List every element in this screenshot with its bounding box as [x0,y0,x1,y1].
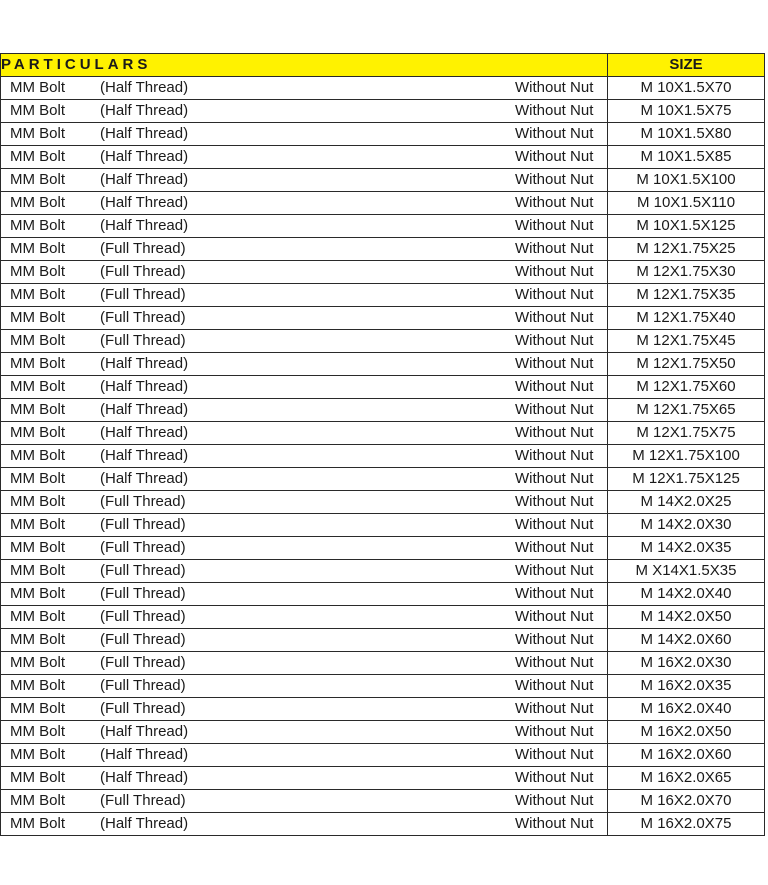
particulars-cell [1,261,608,284]
particulars-cell [1,169,608,192]
nut-option: Without Nut [515,194,594,211]
size-cell: M 10X1.5X70 [608,77,765,100]
nut-option: Without Nut [515,378,594,395]
thread-type: (Half Thread) [100,470,189,487]
thread-type: (Half Thread) [100,125,189,142]
table-row [1,583,765,606]
table-row [1,284,765,307]
item-name: MM Bolt [10,378,66,395]
thread-type: (Half Thread) [100,401,189,418]
table-row [1,445,765,468]
thread-type: (Half Thread) [100,815,189,832]
size-cell: M 10X1.5X80 [608,123,765,146]
table-row [1,537,765,560]
thread-type: (Full Thread) [100,654,186,671]
thread-type: (Half Thread) [100,79,189,96]
size-cell: M 12X1.75X75 [608,422,765,445]
item-name: MM Bolt [10,447,66,464]
item-name: MM Bolt [10,608,66,625]
thread-type: (Full Thread) [100,562,186,579]
particulars-cell [1,77,608,100]
particulars-cell [1,491,608,514]
nut-option: Without Nut [515,746,594,763]
nut-option: Without Nut [515,102,594,119]
table-row [1,468,765,491]
size-cell: M 12X1.75X65 [608,399,765,422]
thread-type: (Half Thread) [100,217,189,234]
nut-option: Without Nut [515,424,594,441]
nut-option: Without Nut [515,769,594,786]
item-name: MM Bolt [10,286,66,303]
thread-type: (Full Thread) [100,516,186,533]
table-row [1,790,765,813]
particulars-cell [1,284,608,307]
particulars-cell [1,146,608,169]
size-cell: M 14X2.0X25 [608,491,765,514]
nut-option: Without Nut [515,171,594,188]
particulars-cell [1,790,608,813]
item-name: MM Bolt [10,677,66,694]
nut-option: Without Nut [515,263,594,280]
size-cell: M 16X2.0X50 [608,721,765,744]
thread-type: (Full Thread) [100,286,186,303]
table-row [1,77,765,100]
nut-option: Without Nut [515,493,594,510]
table-row [1,123,765,146]
table-row [1,307,765,330]
size-cell: M 14X2.0X40 [608,583,765,606]
nut-option: Without Nut [515,539,594,556]
nut-option: Without Nut [515,631,594,648]
nut-option: Without Nut [515,286,594,303]
table-row [1,491,765,514]
particulars-cell [1,606,608,629]
thread-type: (Full Thread) [100,608,186,625]
item-name: MM Bolt [10,148,66,165]
table-row [1,169,765,192]
thread-type: (Half Thread) [100,424,189,441]
nut-option: Without Nut [515,585,594,602]
item-name: MM Bolt [10,355,66,372]
thread-type: (Half Thread) [100,355,189,372]
nut-option: Without Nut [515,677,594,694]
particulars-cell [1,422,608,445]
particulars-cell [1,376,608,399]
nut-option: Without Nut [515,79,594,96]
size-cell: M 10X1.5X100 [608,169,765,192]
price-list-sheet [0,53,764,836]
thread-type: (Full Thread) [100,309,186,326]
table-row [1,698,765,721]
particulars-cell [1,192,608,215]
nut-option: Without Nut [515,723,594,740]
size-cell: M 12X1.75X45 [608,330,765,353]
item-name: MM Bolt [10,585,66,602]
thread-type: (Half Thread) [100,378,189,395]
table-row [1,399,765,422]
nut-option: Without Nut [515,516,594,533]
thread-type: (Half Thread) [100,447,189,464]
item-name: MM Bolt [10,102,66,119]
table-row [1,353,765,376]
item-name: MM Bolt [10,332,66,349]
thread-type: (Full Thread) [100,677,186,694]
particulars-cell [1,583,608,606]
item-name: MM Bolt [10,424,66,441]
item-name: MM Bolt [10,769,66,786]
nut-option: Without Nut [515,148,594,165]
size-cell: M 16X2.0X30 [608,652,765,675]
particulars-cell [1,445,608,468]
size-cell: M 16X2.0X65 [608,767,765,790]
item-name: MM Bolt [10,79,66,96]
nut-option: Without Nut [515,562,594,579]
item-name: MM Bolt [10,562,66,579]
size-cell: M 12X1.75X40 [608,307,765,330]
size-cell: M 16X2.0X60 [608,744,765,767]
item-name: MM Bolt [10,631,66,648]
size-cell: M 14X2.0X50 [608,606,765,629]
item-name: MM Bolt [10,240,66,257]
nut-option: Without Nut [515,654,594,671]
thread-type: (Full Thread) [100,263,186,280]
size-cell: M 16X2.0X75 [608,813,765,836]
table-row [1,215,765,238]
item-name: MM Bolt [10,217,66,234]
item-name: MM Bolt [10,815,66,832]
thread-type: (Half Thread) [100,102,189,119]
size-cell: M 14X2.0X30 [608,514,765,537]
size-cell: M 12X1.75X60 [608,376,765,399]
thread-type: (Half Thread) [100,148,189,165]
item-name: MM Bolt [10,470,66,487]
size-cell: M 14X2.0X35 [608,537,765,560]
nut-option: Without Nut [515,470,594,487]
thread-type: (Full Thread) [100,585,186,602]
particulars-cell [1,468,608,491]
particulars-cell [1,652,608,675]
particulars-cell [1,123,608,146]
nut-option: Without Nut [515,700,594,717]
item-name: MM Bolt [10,171,66,188]
thread-type: (Full Thread) [100,792,186,809]
thread-type: (Full Thread) [100,539,186,556]
item-name: MM Bolt [10,723,66,740]
particulars-header: PARTICULARS [1,54,608,77]
particulars-cell [1,767,608,790]
item-name: MM Bolt [10,516,66,533]
bolt-size-table [0,53,765,836]
nut-option: Without Nut [515,447,594,464]
particulars-cell [1,629,608,652]
table-row [1,767,765,790]
table-row [1,376,765,399]
thread-type: (Half Thread) [100,171,189,188]
table-header-row [1,54,765,77]
particulars-cell [1,698,608,721]
table-row [1,422,765,445]
particulars-cell [1,721,608,744]
thread-type: (Full Thread) [100,493,186,510]
particulars-cell [1,514,608,537]
item-name: MM Bolt [10,401,66,418]
particulars-cell [1,307,608,330]
size-cell: M 16X2.0X35 [608,675,765,698]
item-name: MM Bolt [10,309,66,326]
size-cell: M 12X1.75X25 [608,238,765,261]
size-cell: M 10X1.5X85 [608,146,765,169]
nut-option: Without Nut [515,125,594,142]
thread-type: (Half Thread) [100,769,189,786]
size-header: SIZE [608,54,765,77]
thread-type: (Full Thread) [100,631,186,648]
table-body [1,77,765,836]
particulars-cell [1,399,608,422]
table-row [1,721,765,744]
size-cell: M 14X2.0X60 [608,629,765,652]
table-row [1,192,765,215]
nut-option: Without Nut [515,309,594,326]
table-row [1,560,765,583]
thread-type: (Half Thread) [100,194,189,211]
nut-option: Without Nut [515,815,594,832]
table-row [1,100,765,123]
particulars-cell [1,744,608,767]
item-name: MM Bolt [10,746,66,763]
item-name: MM Bolt [10,493,66,510]
particulars-cell [1,238,608,261]
table-row [1,744,765,767]
nut-option: Without Nut [515,240,594,257]
particulars-cell [1,675,608,698]
size-cell: M 16X2.0X70 [608,790,765,813]
nut-option: Without Nut [515,332,594,349]
size-cell: M 16X2.0X40 [608,698,765,721]
size-cell: M 10X1.5X110 [608,192,765,215]
particulars-cell [1,560,608,583]
table-row [1,238,765,261]
particulars-cell [1,353,608,376]
size-cell: M 12X1.75X100 [608,445,765,468]
table-row [1,629,765,652]
size-cell: M X14X1.5X35 [608,560,765,583]
thread-type: (Full Thread) [100,240,186,257]
table-row [1,514,765,537]
item-name: MM Bolt [10,654,66,671]
nut-option: Without Nut [515,792,594,809]
size-cell: M 10X1.5X125 [608,215,765,238]
table-row [1,146,765,169]
particulars-cell [1,215,608,238]
table-row [1,675,765,698]
item-name: MM Bolt [10,194,66,211]
particulars-cell [1,537,608,560]
table-row [1,330,765,353]
size-cell: M 12X1.75X125 [608,468,765,491]
thread-type: (Half Thread) [100,723,189,740]
nut-option: Without Nut [515,608,594,625]
particulars-cell [1,100,608,123]
size-cell: M 12X1.75X30 [608,261,765,284]
nut-option: Without Nut [515,401,594,418]
thread-type: (Half Thread) [100,746,189,763]
table-row [1,261,765,284]
thread-type: (Full Thread) [100,332,186,349]
size-cell: M 10X1.5X75 [608,100,765,123]
table-row [1,813,765,836]
nut-option: Without Nut [515,217,594,234]
nut-option: Without Nut [515,355,594,372]
item-name: MM Bolt [10,125,66,142]
item-name: MM Bolt [10,539,66,556]
particulars-cell [1,330,608,353]
item-name: MM Bolt [10,700,66,717]
table-row [1,652,765,675]
item-name: MM Bolt [10,263,66,280]
size-cell: M 12X1.75X35 [608,284,765,307]
particulars-cell [1,813,608,836]
table-row [1,606,765,629]
item-name: MM Bolt [10,792,66,809]
size-cell: M 12X1.75X50 [608,353,765,376]
thread-type: (Full Thread) [100,700,186,717]
